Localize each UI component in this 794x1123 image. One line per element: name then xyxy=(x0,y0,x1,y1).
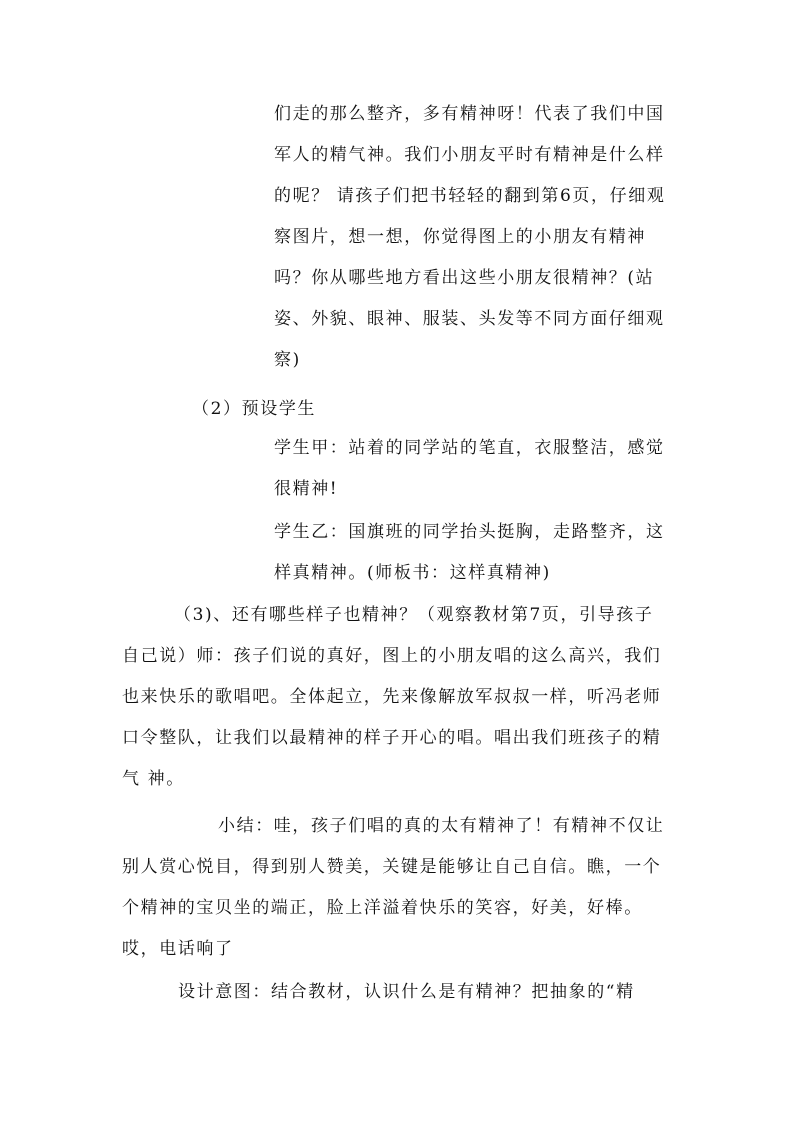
design-intent-paragraph xyxy=(178,972,635,1013)
text-line: 们走的那么整齐，多有精神呀！代表了我们中国 xyxy=(274,104,665,124)
text-line: 姿、外貌、眼神、服装、头发等不同方面仔细观 xyxy=(274,309,665,329)
text-line: 样真精神。(师板书：这样真精神) xyxy=(274,563,551,583)
text-line: 别人赏心悦目，得到别人赞美，关键是能够让自己自信。瞧，一个 xyxy=(122,857,662,877)
text-line: 个精神的宝贝坐的端正，脸上洋溢着快乐的笑容，好美，好棒。 xyxy=(122,898,643,918)
student-a-response xyxy=(274,428,665,510)
text-line: 察) xyxy=(274,350,301,370)
text-line: 自己说）师：孩子们说的真好，图上的小朋友唱的这么高兴，我们 xyxy=(122,646,662,666)
text-line: 军人的精气神。我们小朋友平时有精神是什么样 xyxy=(274,145,665,165)
text-line: 哎，电话响了 xyxy=(122,939,234,959)
heading-line: （2）预设学生 xyxy=(192,399,317,419)
text-line: 小结：哇，孩子们唱的真的太有精神了！有精神不仅让 xyxy=(218,816,665,836)
text-line: 学生乙：国旗班的同学抬头挺胸，走路整齐，这 xyxy=(274,522,665,542)
text-line: 学生甲：站着的同学站的笔直，衣服整洁，感觉 xyxy=(274,438,665,458)
summary-paragraph xyxy=(122,806,664,970)
step-3-paragraph xyxy=(122,595,661,800)
preset-students-heading xyxy=(192,389,316,430)
text-line: 也来快乐的歌唱吧。全体起立，先来像解放军叔叔一样，听冯老师 xyxy=(122,687,662,707)
text-line: 设计意图：结合教材，认识什么是有精神？把抽象的“精 xyxy=(178,982,635,1002)
text-line: 气 神。 xyxy=(122,769,185,789)
text-line: 察图片，想一想，你觉得图上的小朋友有精神 xyxy=(274,227,646,247)
text-line: 很精神! xyxy=(274,479,339,499)
teacher-intro-paragraph xyxy=(274,94,665,381)
student-b-response xyxy=(274,512,665,594)
text-line: 吗？你从哪些地方看出这些小朋友很精神？(站 xyxy=(274,268,655,288)
text-line: 口令整队，让我们以最精神的样子开心的唱。唱出我们班孩子的精 xyxy=(122,728,662,748)
text-line: （3)、还有哪些样子也精神？（观察教材第7页，引导孩子 xyxy=(174,605,654,625)
text-line: 的呢？ 请孩子们把书轻轻的翻到第6页，仔细观 xyxy=(274,186,666,206)
